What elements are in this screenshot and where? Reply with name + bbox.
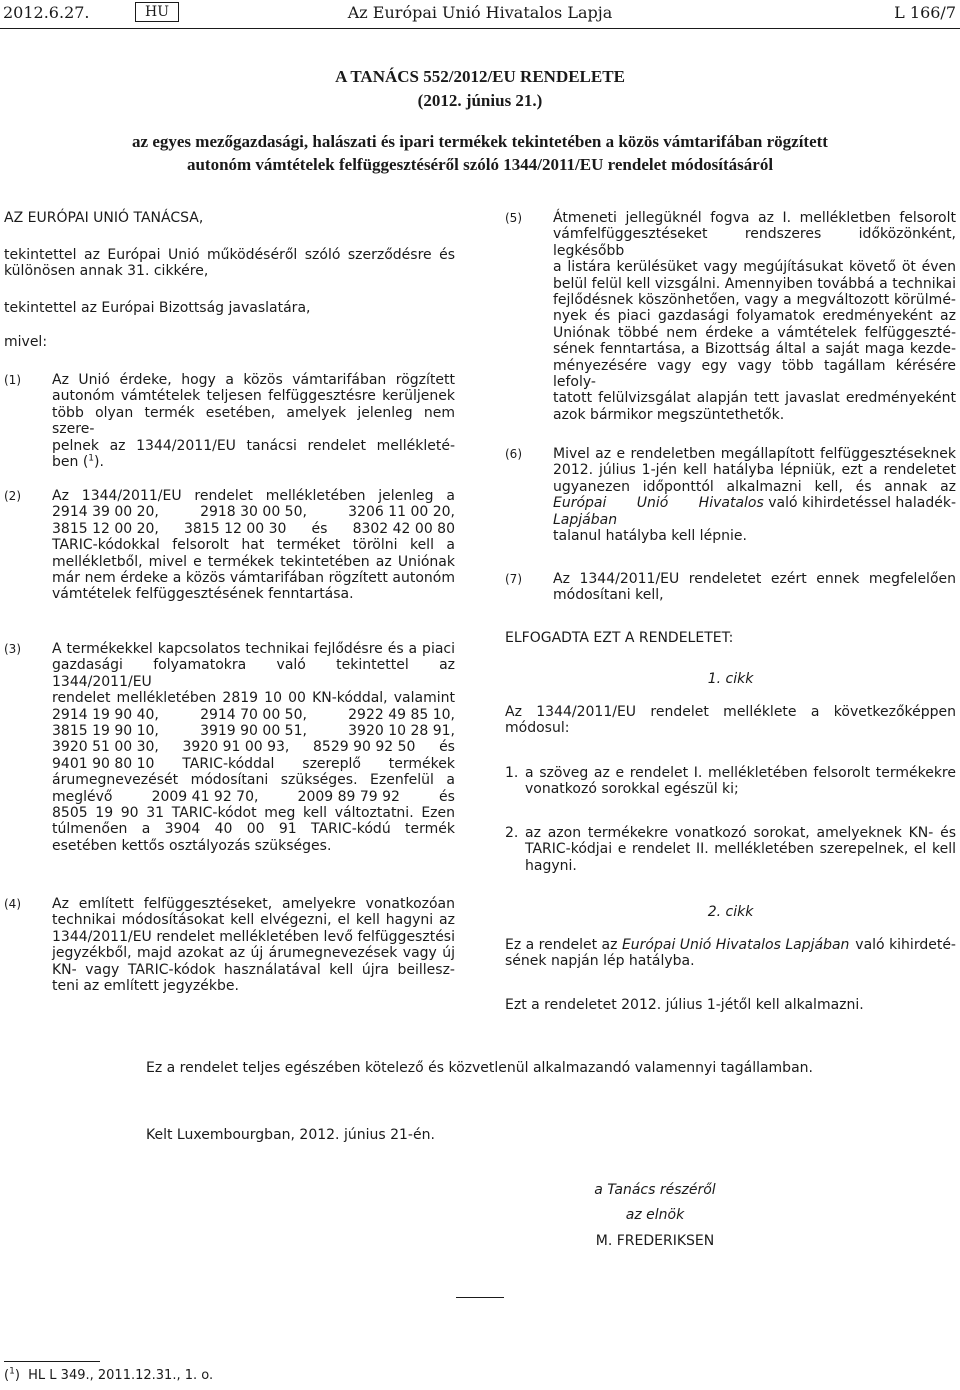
taric-code: 2914 70 00 50, xyxy=(200,706,307,723)
recital-line: árumegnevezését módosítani szükséges. Ezenfelül a xyxy=(52,772,455,789)
recital-line: gazdasági folyamatokra való tekintettel az 1344/2011/EU xyxy=(52,657,455,690)
article-line-text: Ez a rendelet az xyxy=(505,937,622,953)
journal-title: Az Európai Unió Hivatalos Lapja xyxy=(347,3,613,22)
recital-line: mellékletből, mivel e termékek tekintetében az Uniónak xyxy=(52,553,455,570)
recital-line-text: ben ( xyxy=(52,454,89,471)
recital-line: KN- vagy TARIC-kódok használatával kell újra beillesz- xyxy=(52,961,455,978)
recital-line: ményezésére vagy egy vagy több tagállam kérésére lefoly- xyxy=(553,357,956,391)
place-and-date: Kelt Luxembourgban, 2012. június 21-én. xyxy=(146,1127,435,1143)
adopted-heading: ELFOGADTA EZT A RENDELETET: xyxy=(505,630,734,646)
recital-line: Az 1344/2011/EU rendeletet ezért ennek megfelelően xyxy=(553,571,956,587)
recital-text xyxy=(52,488,455,603)
recital-line: Átmeneti jellegüknél fogva az I. mellékletben felsorolt xyxy=(553,210,956,226)
footnote-number: 1 xyxy=(9,1366,15,1377)
taric-code: 3920 51 00 30, xyxy=(52,739,159,756)
item-text xyxy=(525,825,956,874)
taric-code: 2009 41 92 70, xyxy=(151,788,259,805)
article-1-item-1 xyxy=(505,765,956,799)
recital-text xyxy=(52,896,455,994)
recital-line: Az 1344/2011/EU rendelet mellékletében jelenleg a xyxy=(52,488,455,504)
item-line: hagyni. xyxy=(525,857,577,874)
article-line-text: való kihirdeté- xyxy=(850,937,956,953)
article-2-text xyxy=(505,937,956,970)
recital-line: túlmenően a 3904 40 00 91 TARIC-kódú termék xyxy=(52,821,455,838)
recital-number: (2) xyxy=(4,489,21,503)
recital-line: több olyan termék esetében, amelyek jelenleg nem szere- xyxy=(52,404,455,438)
header-date: 2012.6.27. xyxy=(3,3,90,22)
item-number: 2. xyxy=(505,825,519,841)
signatory-name: M. FREDERIKSEN xyxy=(595,1233,715,1249)
taric-code: 2914 39 00 20, xyxy=(52,504,159,521)
recital-line xyxy=(52,789,455,805)
regulation-subject-line-1: az egyes mezőgazdasági, halászati és ipari termékek tekintetében a közös vámtarifában rögzített xyxy=(132,132,828,151)
taric-code: 2922 49 85 10, xyxy=(348,706,455,723)
regulation-title: A TANÁCS 552/2012/EU RENDELETE xyxy=(335,67,625,86)
article-2-title: 2. cikk xyxy=(707,904,754,920)
recital-line: már nem érdeke a közös vámtarifában rögzített autonóm xyxy=(52,570,455,587)
recital-line: Uniónak többé nem érdeke a vámtételek felfüggeszté- xyxy=(553,324,956,341)
recital-line: vámfelfüggesztéseket rendszeres időközönként, legkésőbb xyxy=(553,226,956,259)
taric-code: 3919 90 00 51, xyxy=(200,723,307,740)
recital-line xyxy=(52,707,455,723)
regulation-subject-line-2: autonóm vámtételek felfüggesztéséről szóló 1344/2011/EU rendelet módosításáról xyxy=(186,155,774,174)
taric-code: 8529 90 92 50 xyxy=(313,739,416,756)
recital-text xyxy=(553,446,956,544)
recital-line: ugyanezen időponttól alkalmazni kell, és annak az xyxy=(553,478,956,495)
recital-line: 2012. július 1-jén kell hatályba lépniük, ezt a rendeletet xyxy=(553,462,956,479)
recital-line-text: ). xyxy=(94,454,104,471)
recital-line: technikai módosításokat kell elvégezni, el kell hagyni az xyxy=(52,912,455,929)
recital-line: jegyzékből, majd azokat az új árumegnevezések vagy új xyxy=(52,945,455,962)
recital-line xyxy=(52,504,455,520)
article-line: Az 1344/2011/EU rendelet melléklete a következőképpen xyxy=(505,704,956,720)
recital-line: tatott felülvizsgálat alapján tett javaslat eredményeként xyxy=(553,390,956,407)
taric-code: 3815 19 90 10, xyxy=(52,723,159,740)
recital-line: Az Unió érdeke, hogy a közös vámtarifában rögzített xyxy=(52,372,455,388)
taric-code: 2918 30 00 50, xyxy=(200,504,307,521)
recital-text xyxy=(52,372,455,470)
recital-line: A termékekkel kapcsolatos technikai fejlődésre és a piaci xyxy=(52,641,455,657)
taric-code: 2914 19 90 40, xyxy=(52,706,159,723)
recital-line: vámtételek felfüggesztésének fenntartása. xyxy=(52,586,354,603)
page-reference: L 166/7 xyxy=(894,3,956,22)
article-line-text xyxy=(505,937,849,953)
recital-number: (4) xyxy=(4,897,21,911)
recital-line: fejlődésnek köszönhetően, vagy a megváltozott körülmé- xyxy=(553,292,956,309)
item-line: vonatkozó sorokkal egészül ki; xyxy=(525,781,739,798)
journal-reference: Európai Unió Hivatalos Lapjában xyxy=(621,937,850,953)
recital-word: TARIC-kóddal xyxy=(182,755,275,772)
header-divider xyxy=(0,28,960,29)
taric-code: 3815 12 00 20, xyxy=(52,520,159,537)
recital-number: (6) xyxy=(505,447,522,461)
conjunction: és xyxy=(311,520,328,537)
recital-number: (5) xyxy=(505,211,522,225)
item-text xyxy=(525,765,956,798)
footnote: ($^1$) HL L 349., 2011.12.31., 1. o. xyxy=(4,1366,214,1383)
recital-text xyxy=(553,571,956,604)
recital-line: a listára kerülésüket vagy megújításukat követő öt éven xyxy=(553,259,956,276)
item-line: TARIC-kódjai e rendelet II. mellékletében szerepelnek, el kell xyxy=(525,841,956,858)
recital-line xyxy=(52,756,455,772)
taric-code: 3206 11 00 20, xyxy=(348,504,455,521)
taric-code: 2009 89 79 92 xyxy=(297,788,400,805)
footnote-divider xyxy=(4,1361,100,1362)
taric-code: 3920 10 28 91, xyxy=(348,723,455,740)
article-line: sének napján lép hatályba. xyxy=(505,953,695,970)
recital-line: rendelet mellékletében 2819 10 00 KN-kóddal, valamint xyxy=(52,690,455,707)
recital-number: (1) xyxy=(4,373,21,387)
treaty-citation-line: tekintettel az Európai Unió működéséről szóló szerződésre és xyxy=(4,247,455,263)
recital-line xyxy=(52,723,455,739)
signature-role: az elnök xyxy=(625,1207,685,1223)
conjunction: és xyxy=(439,739,455,756)
council-heading: AZ EURÓPAI UNIÓ TANÁCSA, xyxy=(4,210,204,226)
item-line: a szöveg az e rendelet I. mellékletében felsorolt termékekre xyxy=(525,765,956,781)
article-line: módosul: xyxy=(505,720,570,737)
recital-line: sének fenntartása, a Bizottság által a saját maga kezde- xyxy=(553,341,956,358)
end-divider xyxy=(456,1297,504,1298)
recital-line xyxy=(52,454,455,470)
whereas-label: mivel: xyxy=(4,334,48,350)
recital-line: azok bármikor megszüntethetők. xyxy=(553,406,785,423)
recital-line: teni az említett jegyzékbe. xyxy=(52,978,239,995)
recital-line: módosítani kell, xyxy=(553,587,664,604)
recital-line xyxy=(52,521,455,537)
journal-reference: Európai Unió Hivatalos Lapjában xyxy=(553,495,764,528)
recital-word: termékek xyxy=(388,755,455,772)
recital-text xyxy=(52,641,455,854)
treaty-citation-line: különösen annak 31. cikkére, xyxy=(4,263,209,280)
regulation-date: (2012. június 21.) xyxy=(417,91,543,110)
signature-council: a Tanács részéről xyxy=(594,1182,716,1198)
recital-line: TARIC-kódokkal felsorolt hat terméket törölni kell a xyxy=(52,537,455,554)
recital-line: nyek és piaci gazdasági folyamatok eredményeként az xyxy=(553,308,956,325)
binding-clause: Ez a rendelet teljes egészében kötelező és közvetlenül alkalmazandó valamennyi tagállamban. xyxy=(146,1060,813,1076)
footnote-text: HL L 349., 2011.12.31., 1. o. xyxy=(28,1368,214,1383)
recital-word: meglévő xyxy=(52,788,113,805)
taric-code: 9401 90 80 10 xyxy=(52,755,155,772)
recital-line: esetében kettős osztályozás szükséges. xyxy=(52,837,332,854)
recital-word: szereplő xyxy=(302,755,361,772)
recital-line xyxy=(553,495,956,528)
recital-line-text: való kihirdetéssel haladék- xyxy=(763,495,956,512)
recital-text xyxy=(553,210,956,423)
article-1-intro xyxy=(505,704,956,737)
recital-line: Mivel az e rendeletben megállapított felfüggesztéseknek xyxy=(553,446,956,462)
treaty-citation xyxy=(4,247,455,280)
commission-citation: tekintettel az Európai Bizottság javaslatára, xyxy=(4,300,311,316)
recital-line: belül felül kell vizsgálni. Amennyiben továbbá a technikai xyxy=(553,275,956,292)
recital-line: Az említett felfüggesztéseket, amelyekre vonatkozóan xyxy=(52,896,455,912)
conjunction: és xyxy=(439,788,455,805)
taric-code: 3815 12 00 30 xyxy=(183,520,287,537)
language-badge: HU xyxy=(135,2,179,22)
recital-line: autonóm vámtételek teljesen felfüggesztésre kerüljenek xyxy=(52,388,455,405)
recital-line: pelnek az 1344/2011/EU tanácsi rendelet mellékleté- xyxy=(52,437,455,454)
recital-line: 1344/2011/EU rendelet mellékletében levő felfüggesztési xyxy=(52,928,455,945)
article-2-application: Ezt a rendeletet 2012. július 1-jétől kell alkalmazni. xyxy=(505,997,864,1013)
article-line xyxy=(505,937,956,953)
recital-line: talanul hatályba kell lépnie. xyxy=(553,528,747,545)
recital-line: 8505 19 90 31 TARIC-kódot meg kell változtatni. Ezen xyxy=(52,805,455,822)
taric-code: 3920 91 00 93, xyxy=(182,739,290,756)
recital-number: (7) xyxy=(505,572,522,586)
footnote-ref: 1 xyxy=(88,453,95,464)
item-number: 1. xyxy=(505,765,519,781)
recital-line xyxy=(52,739,455,755)
article-1-item-2 xyxy=(505,825,956,877)
article-1-title: 1. cikk xyxy=(707,671,754,687)
taric-code: 8302 42 00 80 xyxy=(352,520,455,537)
item-line: az azon termékekre vonatkozó sorokat, amelyeknek KN- és xyxy=(525,825,956,841)
recital-number: (3) xyxy=(4,642,21,656)
